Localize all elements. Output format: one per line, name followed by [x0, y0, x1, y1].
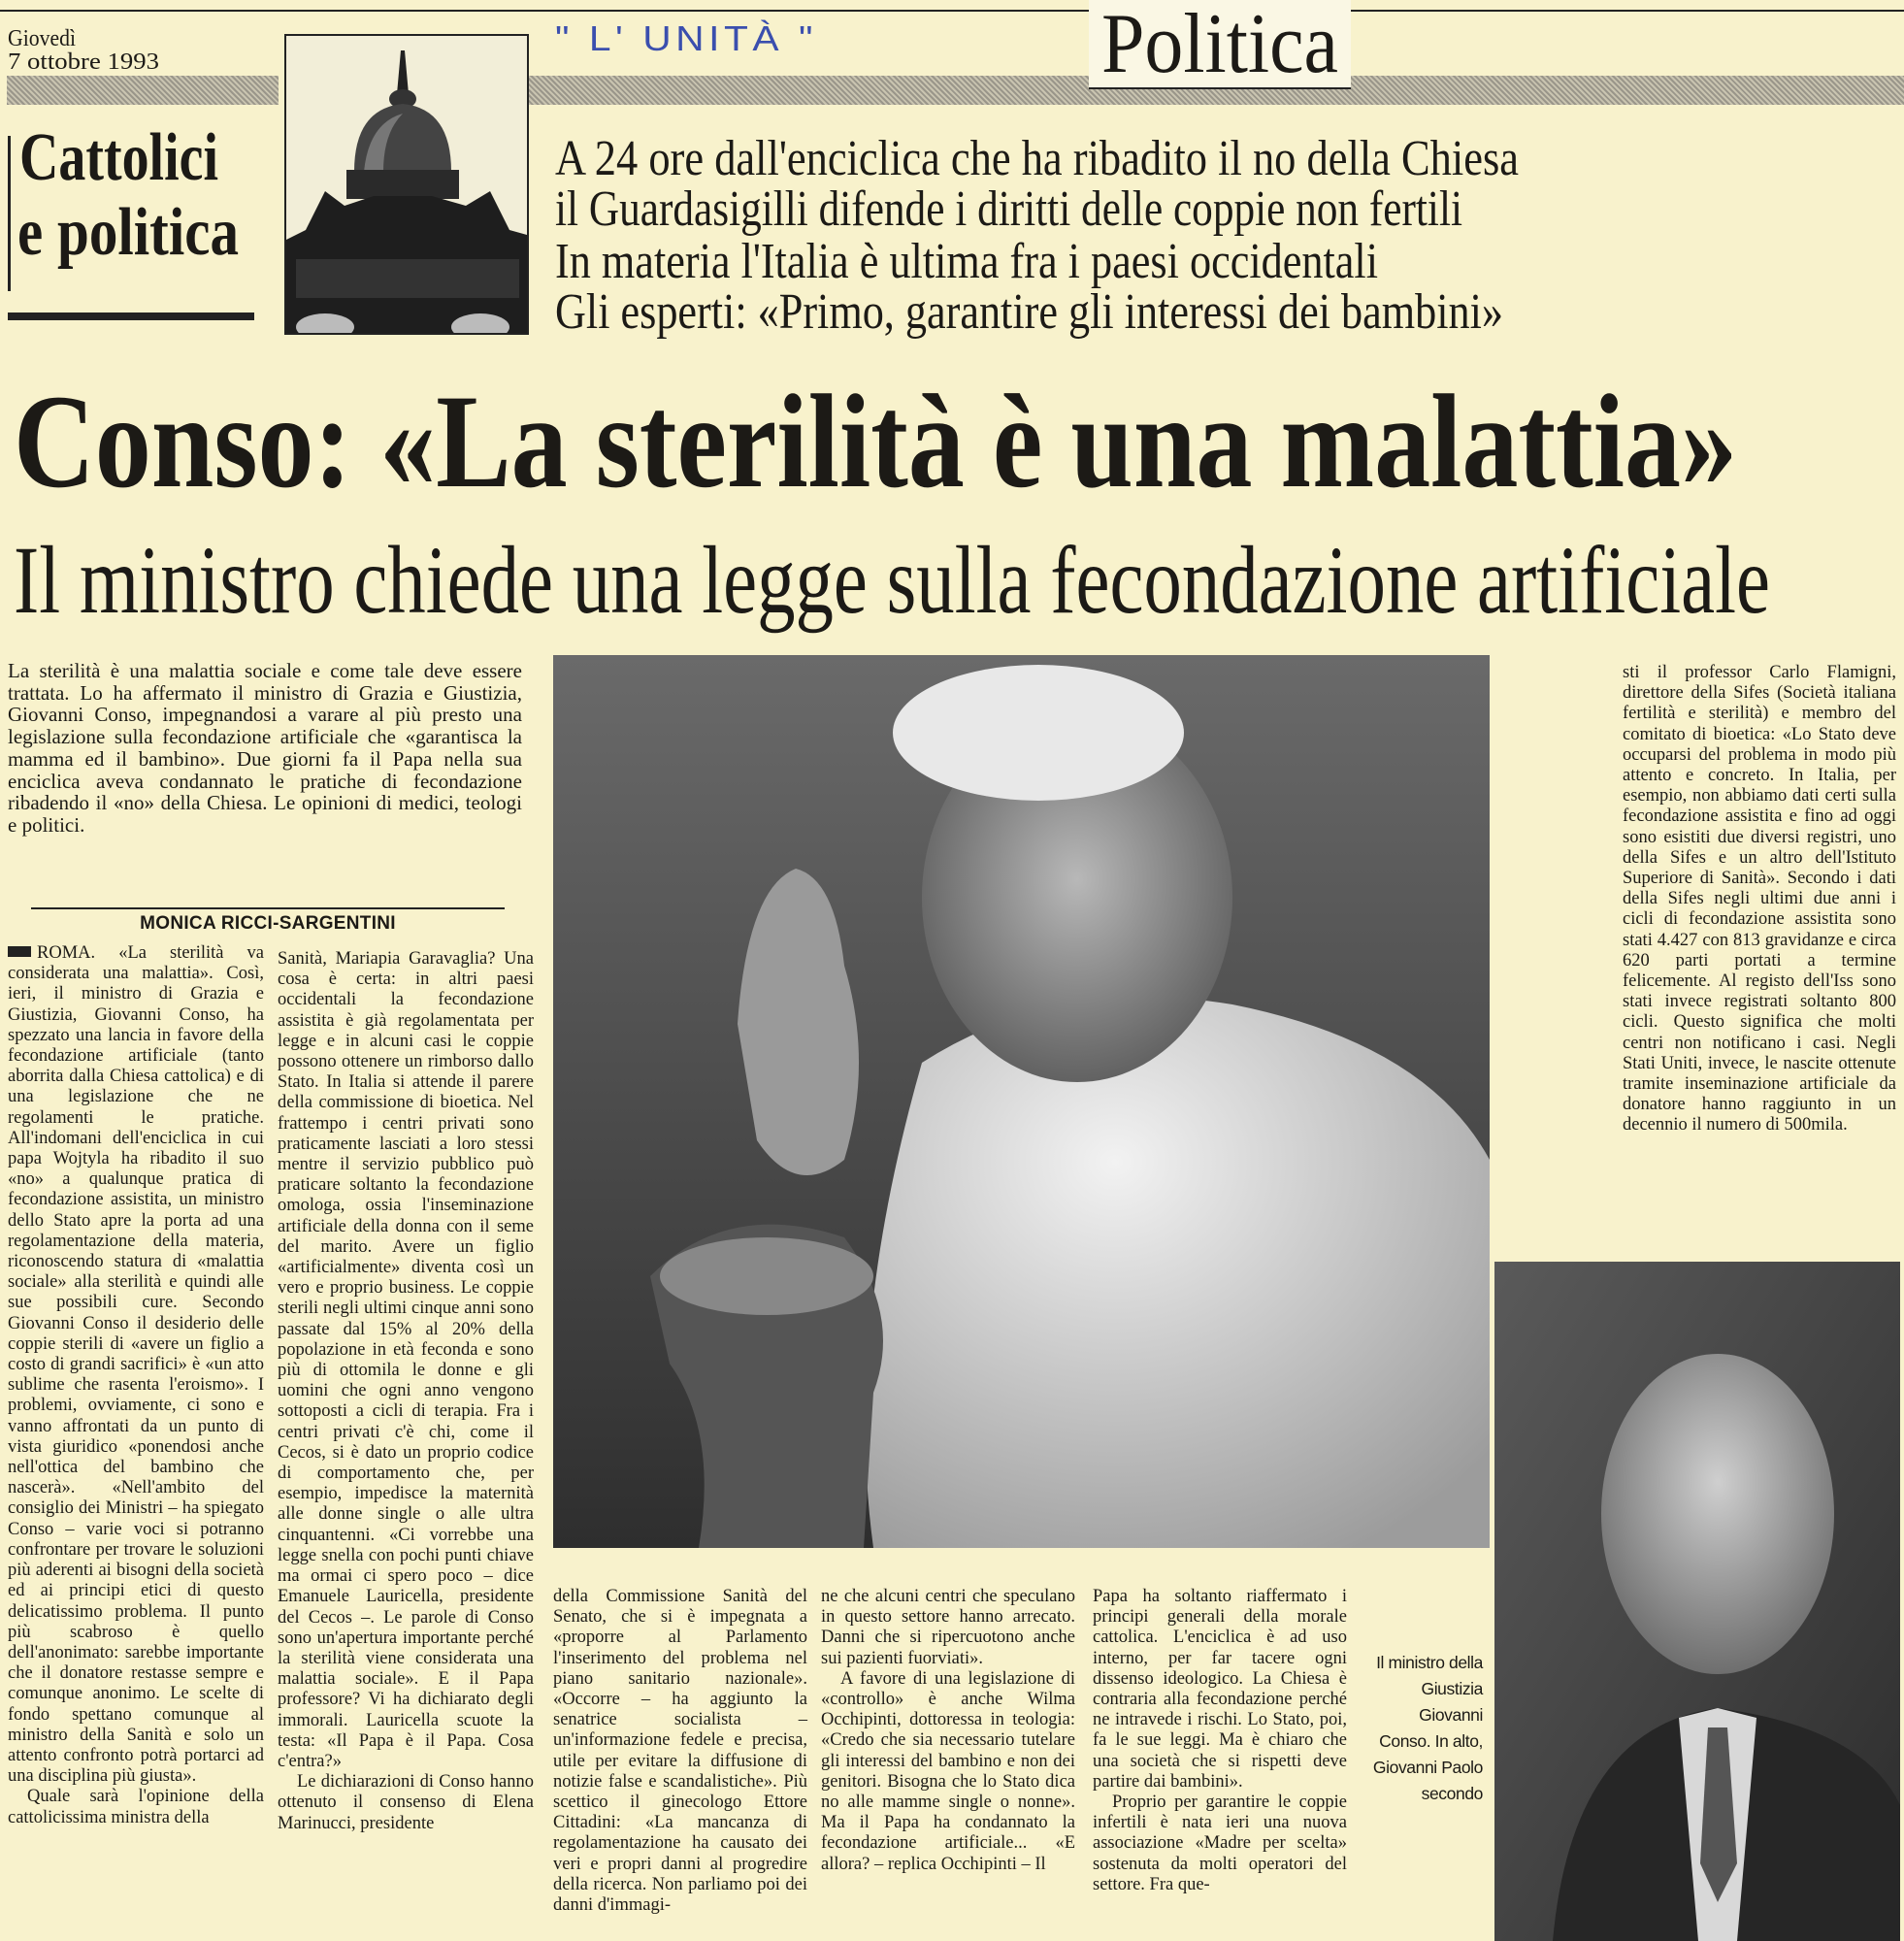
caption-line: Giovanni — [1419, 1705, 1483, 1725]
caption-line: secondo — [1421, 1784, 1483, 1803]
byline-rule — [31, 907, 505, 909]
conso-portrait-photo — [1494, 1262, 1900, 1941]
dateline: ROMA. — [37, 943, 96, 963]
subhead-line-2: il Guardasigilli difende i diritti delle coppie non fertili — [555, 181, 1462, 237]
rubric-bottom-rule — [8, 313, 254, 320]
article-paragraph: Quale sarà l'opinione della cattolicissima ministra della — [8, 1787, 264, 1827]
dateline-square-icon — [8, 946, 31, 957]
article-column-1 — [8, 943, 264, 1828]
article-column-5 — [1093, 1587, 1347, 1895]
article-paragraph: sti il professor Carlo Flamigni, direttore della Sifes (Società italiana fertilità e sterilità) e membro del comitato di bioetica: «Lo Stato deve occuparsi del problema in modo più attento e concreto. In Italia, per esempio, non abbiamo dati certi sulla fecondazione assistita e fino ad oggi sono esistiti due diversi registri, uno della Sifes e un altro dell'Istituto Superiore di Sanità». Secondo i dati della Sifes negli ultimi due anni i cicli di fecondazione assistita sono stati 4.427 con 813 gravidanze e circa 620 parti portati a termine felicemente. Al registo dell'Iss sono stati invece registrati soltanto 800 cicli. Questo significa che molti centri non notificano i casi. Negli Stati Uniti, invece, le nascite ottenute tramite inseminazione artificiale da donatore hanno raggiunto in un decennio il numero di 500mila. — [1623, 663, 1896, 1135]
issue-day: Giovedì — [8, 26, 76, 51]
section-band-left — [7, 76, 279, 105]
st-peters-dome-photo — [284, 34, 529, 335]
article-paragraph: Papa ha soltanto riaffermato i principi generali della morale cattolica. L'enciclica è ad uso interno, per far tacere ogni dissenso ideologico. La Chiesa è contraria alla fecondazione perché ne intravede i rischi. Lo Stato, poi, fa le sue leggi. Ma è chiaro che una società che si rispetti deve partire dai bambini». — [1093, 1587, 1347, 1792]
rubric-line-2: e politica — [17, 195, 239, 270]
article-column-2 — [278, 949, 534, 1834]
issue-date: 7 ottobre 1993 — [8, 49, 159, 75]
article-paragraph: Le dichiarazioni di Conso hanno ottenuto il consenso di Elena Marinucci, presidente — [278, 1772, 534, 1833]
article-column-3 — [553, 1587, 807, 1916]
top-rule-right — [1351, 10, 1904, 12]
caption-line: Conso. In alto, — [1379, 1731, 1483, 1751]
caption-line: Giovanni Paolo — [1372, 1758, 1483, 1777]
article-paragraph: Proprio per garantire le coppie infertili è nata ieri una nuova associazione «Madre per scelta» sostenuta da molti operatori del settore. Fra que- — [1093, 1793, 1347, 1894]
article-paragraph: della Commissione Sanità del Senato, che si è impegnata a «proporre al Parlamento l'inserimento del problema nel piano sanitario nazionale». «Occorre – ha aggiunto la senatrice socialista – un'informazione fedele e precisa, utile per evitare la diffusione di notizie false e scandalistiche». Più scettico il ginecologo Ettore Cittadini: «La mancanza di regolamentazione ha causato dei veri e propri danni al progredire della ricerca. Non parliamo poi dei danni d'immagi- — [553, 1587, 807, 1916]
photo-caption — [1339, 1650, 1483, 1807]
subhead-line-3: In materia l'Italia è ultima fra i paesi occidentali — [555, 234, 1378, 289]
rubric-line-1: Cattolici — [19, 120, 218, 195]
byline: MONICA RICCI-SARGENTINI — [140, 913, 396, 934]
headline: Conso: «La sterilità è una malattia» — [14, 367, 1737, 515]
subhead-line-4: Gli esperti: «Primo, garantire gli interessi dei bambini» — [555, 284, 1503, 340]
rubric-side-rule — [8, 136, 11, 291]
portrait-illustration — [1494, 1262, 1900, 1941]
handwritten-source-note: " L' UNITÀ " — [555, 18, 817, 58]
article-column-6 — [1623, 663, 1896, 1136]
article-paragraph: ne che alcuni centri che speculano in questo settore hanno arrecato. Danni che si ripercuotono anche sui pazienti fuorviati». — [821, 1587, 1075, 1668]
article-column-4 — [821, 1587, 1075, 1875]
pope-photo-illustration — [553, 655, 1490, 1548]
subheadline: Il ministro chiede una legge sulla fecondazione artificiale — [14, 526, 1770, 634]
caption-line: Il ministro della — [1376, 1653, 1483, 1672]
section-label: Politica — [1101, 0, 1338, 91]
article-paragraph: Sanità, Mariapia Garavaglia? Una cosa è certa: in altri paesi occidentali la fecondazione assistita è già regolamentata per legge e in alcuni casi le coppie possono ottenere un rimborso dallo Stato. In Italia si attende il parere della commissione di bioetica. Nel frattempo i centri privati sono praticamente lasciati a loro stessi mentre il servizio pubblico può praticare soltanto la fecondazione omologa, ossia l'inseminazione artificiale della donna con il seme del marito. Avere un figlio «artificialmente» diventa così un vero e proprio business. Le coppie sterili negli ultimi cinque anni sono passate dal 15% al 20% della popolazione in età feconda e sono più di ottomila le donne e gli uomini che ogni anno vengono sottoposti a cicli di terapia. Fra i centri privati c'è chi, come il Cecos, si è dato un proprio codice di comportamento che, per esempio, impedisce la maternità alle donne single o alle ultra cinquantenni. «Ci vorrebbe una legge snella con pochi punti chiave ma ormai ci spero poco – dice Emanuele Lauricella, presidente del Cecos –. Le parole di Conso sono un'apertura importante perché la sterilità viene considerata una malattia sociale». E il Papa professore? Vi ha dichiarato degli immorali. Lauricella scuote la testa: «Il Papa è il Papa. Cosa c'entra?» — [278, 949, 534, 1771]
top-rule-left — [0, 10, 1089, 12]
pope-photo — [553, 655, 1490, 1548]
article-paragraph: ROMA. «La sterilità va considerata una malattia». Così, ieri, il ministro di Grazia e Giustizia, Giovanni Conso, ha spezzato una lancia in favore della fecondazione artificiale (tanto aborrita dalla Chiesa cattolica) e di una legislazione che ne regolamenti le pratiche. All'indomani dell'enciclica in cui papa Wojtyla ha ribadito il suo «no» a qualunque pratica di fecondazione assistita, un ministro dello Stato apre la porta ad una regolamentazione della materia, riconoscendo statura di «malattia sociale» alla sterilità e quindi alle sue possibili cure. Secondo Giovanni Conso il desiderio delle coppie sterili di «avere un figlio a costo di grandi sacrifici» è «un atto sublime che rasenta l'eroismo». I problemi, ovviamente, ci sono e vanno affrontati da un punto di vista giuridico «ponendosi anche nell'ottica del bambino che nascerà». «Nell'ambito del consiglio dei Ministri – ha spiegato Conso – varie voci si potranno confrontare per trovare le soluzioni più aderenti ai bisogni della società ed ai principi etici di questo delicatissimo problema. Il punto più scabroso è quello dell'anonimato: sarebbe importante che il donatore restasse sempre e comunque anonimo. Le scelte di fondo spettano comunque al ministro della Sanità e solo un attento confronto potrà portarci ad una disciplina più giusta». — [8, 943, 264, 1787]
intro-paragraph: La sterilità è una malattia sociale e come tale deve essere trattata. Lo ha affermato il ministro di Grazia e Giustizia, Giovanni Conso, impegnandosi a varare al più presto una legislazione sulla fecondazione artificiale che «garantisca la mamma ed il bambino». Due giorni fa il Papa nella sua enciclica aveva condannato le pratiche di fecondazione ribadendo il «no» della Chiesa. Le opinioni di medici, teologi e politici. — [8, 659, 522, 837]
caption-line: Giustizia — [1421, 1679, 1483, 1698]
article-paragraph: A favore di una legislazione di «controllo» è anche Wilma Occhipinti, dottoressa in teologia: «Credo che sia necessario tutelare gli interessi del bambino e non dei genitori. Bisogna che lo Stato dica no alle mamme single o nonne». Ma il Papa ha condannato la fecondazione artificiale... «E allora? – replica Occhipinti – Il — [821, 1668, 1075, 1874]
dome-illustration — [286, 36, 527, 333]
subhead-line-1: A 24 ore dall'enciclica che ha ribadito il no della Chiesa — [555, 131, 1519, 186]
